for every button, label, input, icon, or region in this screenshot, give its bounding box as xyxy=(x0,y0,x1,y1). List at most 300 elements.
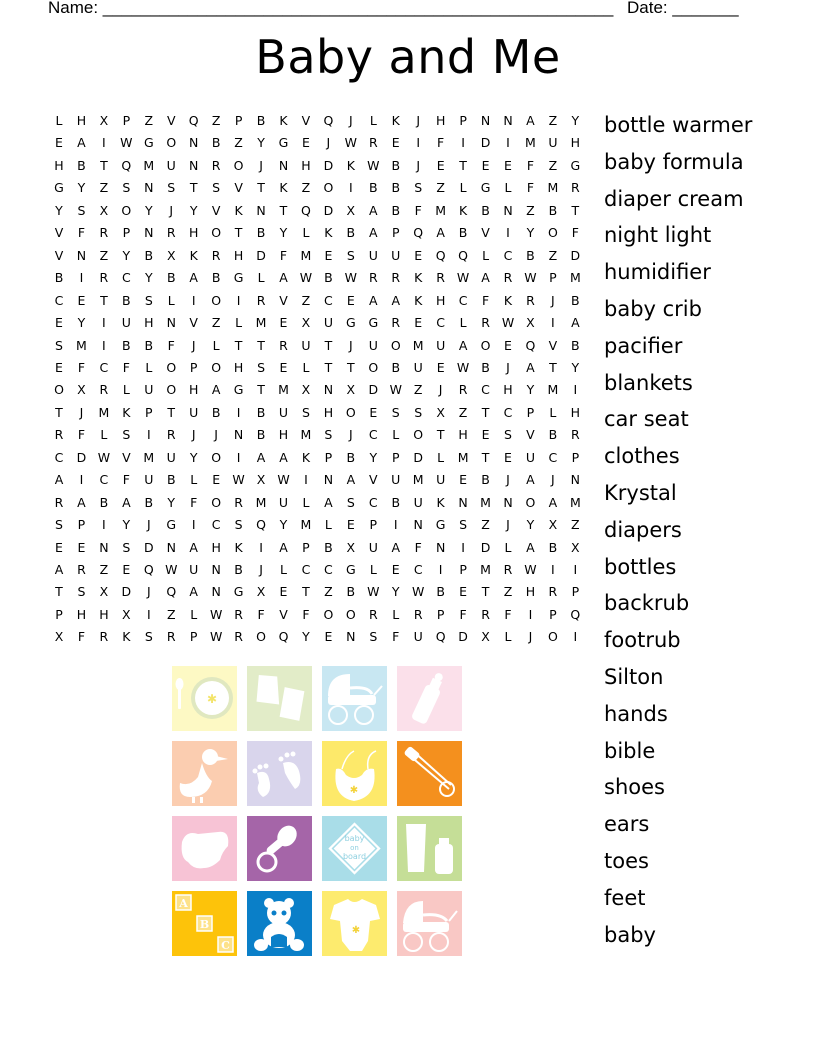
grid-letter[interactable]: Z xyxy=(99,562,109,577)
grid-letter[interactable]: K xyxy=(301,449,311,465)
grid-letter[interactable]: Z xyxy=(548,157,558,173)
grid-letter[interactable]: J xyxy=(416,113,421,128)
grid-letter[interactable]: S xyxy=(301,404,310,420)
grid-letter[interactable]: D xyxy=(121,584,132,600)
grid-letter[interactable]: E xyxy=(324,629,333,645)
grid-letter[interactable]: Y xyxy=(122,247,131,263)
grid-letter[interactable]: H xyxy=(570,135,581,151)
grid-letter[interactable]: N xyxy=(233,427,244,443)
grid-letter[interactable]: A xyxy=(77,135,86,151)
grid-letter[interactable]: H xyxy=(76,606,87,622)
grid-letter[interactable]: U xyxy=(413,494,423,510)
grid-letter[interactable]: D xyxy=(413,449,423,465)
grid-letter[interactable]: Y xyxy=(526,225,535,241)
grid-letter[interactable]: Z xyxy=(481,517,490,533)
grid-letter[interactable]: E xyxy=(436,157,445,173)
grid-letter[interactable]: U xyxy=(144,472,154,488)
grid-letter[interactable]: N xyxy=(503,113,513,128)
grid-letter[interactable]: J xyxy=(191,337,196,353)
grid-letter[interactable]: B xyxy=(211,135,221,151)
grid-letter[interactable]: M xyxy=(480,494,491,510)
grid-letter[interactable]: N xyxy=(99,539,109,555)
grid-letter[interactable]: Z xyxy=(503,584,513,600)
grid-letter[interactable]: O xyxy=(211,449,222,465)
grid-letter[interactable]: O xyxy=(256,629,266,645)
grid-letter[interactable]: N xyxy=(480,113,491,128)
grid-letter[interactable]: E xyxy=(459,472,468,488)
grid-letter[interactable]: R xyxy=(391,270,401,286)
grid-letter[interactable]: O xyxy=(480,337,491,353)
grid-letter[interactable]: N xyxy=(76,247,87,263)
grid-letter[interactable]: I xyxy=(146,606,151,622)
grid-letter[interactable]: T xyxy=(571,202,580,218)
grid-letter[interactable]: E xyxy=(481,427,490,443)
grid-letter[interactable]: N xyxy=(144,180,154,196)
grid-letter[interactable]: A xyxy=(526,359,535,375)
grid-letter[interactable]: B xyxy=(436,584,445,600)
grid-letter[interactable]: K xyxy=(503,292,513,308)
grid-letter[interactable]: I xyxy=(79,270,84,286)
grid-letter[interactable]: Q xyxy=(570,606,581,622)
grid-letter[interactable]: B xyxy=(391,359,401,375)
grid-letter[interactable]: R xyxy=(503,562,513,577)
grid-letter[interactable]: E xyxy=(55,539,63,555)
grid-letter[interactable]: L xyxy=(504,180,512,196)
grid-letter[interactable]: E xyxy=(346,292,355,308)
grid-letter[interactable]: I xyxy=(304,472,308,488)
grid-letter[interactable]: B xyxy=(99,494,109,510)
grid-letter[interactable]: U xyxy=(413,359,423,375)
grid-letter[interactable]: A xyxy=(571,315,580,331)
grid-letter[interactable]: M xyxy=(255,494,267,510)
grid-letter[interactable]: L xyxy=(437,449,445,465)
grid-letter[interactable]: B xyxy=(526,247,535,263)
grid-letter[interactable]: K xyxy=(234,202,243,218)
grid-letter[interactable]: Q xyxy=(435,629,446,645)
grid-letter[interactable]: C xyxy=(413,562,423,577)
grid-letter[interactable]: V xyxy=(481,225,490,241)
grid-letter[interactable]: C xyxy=(436,315,445,331)
grid-letter[interactable]: U xyxy=(436,337,446,353)
grid-letter[interactable]: B xyxy=(166,472,176,488)
grid-letter[interactable]: Y xyxy=(302,629,310,645)
grid-letter[interactable]: U xyxy=(166,157,176,173)
grid-letter[interactable]: E xyxy=(504,449,512,465)
grid-letter[interactable]: L xyxy=(190,472,198,488)
grid-letter[interactable]: S xyxy=(369,629,378,645)
grid-letter[interactable]: H xyxy=(503,382,513,398)
grid-letter[interactable]: R xyxy=(571,427,580,443)
grid-letter[interactable]: K xyxy=(189,247,198,263)
grid-letter[interactable]: E xyxy=(414,247,423,263)
grid-letter[interactable]: N xyxy=(435,539,446,555)
grid-letter[interactable]: F xyxy=(392,629,400,645)
grid-letter[interactable]: S xyxy=(122,539,131,555)
grid-letter[interactable]: K xyxy=(414,270,423,286)
grid-letter[interactable]: F xyxy=(504,606,512,622)
grid-letter[interactable]: Q xyxy=(278,629,289,645)
grid-letter[interactable]: Z xyxy=(571,517,580,533)
grid-letter[interactable]: P xyxy=(459,113,467,128)
grid-letter[interactable]: P xyxy=(459,562,467,577)
grid-letter[interactable]: A xyxy=(526,113,535,128)
grid-letter[interactable]: H xyxy=(435,292,446,308)
grid-letter[interactable]: O xyxy=(166,135,177,151)
grid-letter[interactable]: O xyxy=(166,382,177,398)
grid-letter[interactable]: T xyxy=(279,202,288,218)
grid-letter[interactable]: G xyxy=(570,157,581,173)
grid-letter[interactable]: C xyxy=(54,449,64,465)
grid-letter[interactable]: W xyxy=(165,562,178,577)
grid-letter[interactable]: X xyxy=(346,539,356,555)
grid-letter[interactable]: U xyxy=(391,247,401,263)
grid-letter[interactable]: Z xyxy=(211,315,221,331)
grid-letter[interactable]: I xyxy=(528,606,533,622)
grid-letter[interactable]: I xyxy=(438,562,443,577)
grid-letter[interactable]: M xyxy=(143,157,155,173)
grid-letter[interactable]: R xyxy=(166,225,176,241)
grid-letter[interactable]: J xyxy=(506,517,510,533)
grid-letter[interactable]: Y xyxy=(77,315,86,331)
grid-letter[interactable]: U xyxy=(323,315,333,331)
grid-letter[interactable]: N xyxy=(570,472,581,488)
grid-letter[interactable]: C xyxy=(503,247,513,263)
grid-letter[interactable]: P xyxy=(571,449,580,465)
grid-letter[interactable]: G xyxy=(233,382,244,398)
grid-letter[interactable]: K xyxy=(346,157,355,173)
grid-letter[interactable]: B xyxy=(548,202,558,218)
grid-letter[interactable]: B xyxy=(346,584,356,600)
grid-letter[interactable]: F xyxy=(414,539,422,555)
grid-letter[interactable]: G xyxy=(278,135,289,151)
grid-letter[interactable]: S xyxy=(77,584,86,600)
grid-letter[interactable]: E xyxy=(504,157,512,173)
grid-letter[interactable]: R xyxy=(368,270,378,286)
grid-letter[interactable]: X xyxy=(122,606,131,622)
grid-letter[interactable]: S xyxy=(55,517,63,533)
grid-letter[interactable]: H xyxy=(188,382,199,398)
grid-letter[interactable]: Q xyxy=(413,225,424,241)
grid-letter[interactable]: W xyxy=(232,472,245,488)
grid-letter[interactable]: J xyxy=(214,427,218,443)
grid-letter[interactable]: L xyxy=(190,606,198,622)
grid-letter[interactable]: O xyxy=(390,337,401,353)
grid-letter[interactable]: B xyxy=(211,270,221,286)
grid-letter[interactable]: U xyxy=(525,449,536,465)
grid-letter[interactable]: F xyxy=(77,225,86,241)
grid-letter[interactable]: E xyxy=(77,292,86,308)
grid-letter[interactable]: Q xyxy=(435,247,446,263)
grid-letter[interactable]: H xyxy=(76,113,87,128)
grid-letter[interactable]: V xyxy=(54,225,64,241)
grid-letter[interactable]: R xyxy=(548,584,558,600)
grid-letter[interactable]: S xyxy=(346,247,355,263)
grid-letter[interactable]: H xyxy=(233,247,244,263)
grid-letter[interactable]: E xyxy=(436,359,445,375)
grid-letter[interactable]: L xyxy=(392,427,400,443)
grid-letter[interactable]: A xyxy=(54,472,64,488)
grid-letter[interactable]: H xyxy=(99,606,109,622)
grid-letter[interactable]: H xyxy=(233,359,244,375)
grid-letter[interactable]: A xyxy=(548,494,558,510)
grid-letter[interactable]: N xyxy=(503,494,513,510)
grid-letter[interactable]: S xyxy=(391,404,400,420)
grid-letter[interactable]: S xyxy=(122,180,131,196)
grid-letter[interactable]: R xyxy=(234,606,243,622)
grid-letter[interactable]: A xyxy=(189,270,198,286)
grid-letter[interactable]: L xyxy=(212,337,220,353)
grid-letter[interactable]: J xyxy=(551,472,555,488)
grid-letter[interactable]: I xyxy=(506,225,510,241)
grid-letter[interactable]: J xyxy=(349,427,353,443)
grid-letter[interactable]: N xyxy=(278,157,289,173)
grid-letter[interactable]: T xyxy=(234,337,243,353)
grid-letter[interactable]: F xyxy=(190,494,198,510)
grid-letter[interactable]: Z xyxy=(211,113,221,128)
grid-letter[interactable]: A xyxy=(279,449,288,465)
grid-letter[interactable]: H xyxy=(525,584,536,600)
grid-letter[interactable]: K xyxy=(122,629,131,645)
grid-letter[interactable]: V xyxy=(548,337,558,353)
grid-letter[interactable]: R xyxy=(234,494,243,510)
grid-letter[interactable]: F xyxy=(526,180,535,196)
grid-letter[interactable]: E xyxy=(369,404,378,420)
grid-letter[interactable]: I xyxy=(191,517,196,533)
grid-letter[interactable]: I xyxy=(551,315,555,331)
grid-letter[interactable]: F xyxy=(279,247,288,263)
grid-letter[interactable]: B xyxy=(481,472,490,488)
grid-letter[interactable]: S xyxy=(212,180,221,196)
grid-letter[interactable]: N xyxy=(256,202,266,218)
grid-letter[interactable]: V xyxy=(166,113,176,128)
grid-letter[interactable]: F xyxy=(77,629,86,645)
grid-letter[interactable]: V xyxy=(189,315,198,331)
grid-letter[interactable]: I xyxy=(573,629,578,645)
grid-letter[interactable]: E xyxy=(391,135,400,151)
grid-letter[interactable]: Y xyxy=(144,270,153,286)
grid-letter[interactable]: T xyxy=(481,404,490,420)
grid-letter[interactable]: B xyxy=(77,157,86,173)
grid-letter[interactable]: Q xyxy=(525,337,536,353)
grid-letter[interactable]: R xyxy=(413,606,423,622)
grid-letter[interactable]: N xyxy=(211,562,221,577)
grid-letter[interactable]: S xyxy=(234,517,243,533)
grid-letter[interactable]: B xyxy=(346,225,356,241)
grid-letter[interactable]: O xyxy=(547,225,558,241)
grid-letter[interactable]: B xyxy=(391,180,401,196)
grid-letter[interactable]: W xyxy=(209,629,223,645)
grid-letter[interactable]: T xyxy=(257,337,265,353)
grid-letter[interactable]: R xyxy=(368,606,378,622)
grid-letter[interactable]: M xyxy=(435,202,447,218)
grid-letter[interactable]: E xyxy=(504,337,512,353)
grid-letter[interactable]: G xyxy=(435,517,446,533)
grid-letter[interactable]: M xyxy=(76,337,87,353)
grid-letter[interactable]: S xyxy=(504,427,512,443)
grid-letter[interactable]: R xyxy=(391,315,401,331)
grid-letter[interactable]: S xyxy=(167,180,176,196)
grid-letter[interactable]: G xyxy=(143,135,154,151)
grid-letter[interactable]: Y xyxy=(55,202,63,218)
grid-letter[interactable]: P xyxy=(77,517,86,533)
grid-letter[interactable]: F xyxy=(526,157,535,173)
grid-letter[interactable]: Q xyxy=(121,157,132,173)
grid-letter[interactable]: A xyxy=(279,270,288,286)
grid-letter[interactable]: L xyxy=(100,427,108,443)
grid-letter[interactable]: A xyxy=(77,494,86,510)
grid-letter[interactable]: Z xyxy=(144,113,154,128)
grid-letter[interactable]: J xyxy=(146,517,151,533)
grid-letter[interactable]: W xyxy=(456,270,470,286)
grid-letter[interactable]: B xyxy=(458,225,468,241)
grid-letter[interactable]: E xyxy=(212,472,221,488)
grid-letter[interactable]: B xyxy=(54,270,64,286)
grid-letter[interactable]: H xyxy=(211,539,221,555)
grid-letter[interactable]: L xyxy=(482,247,490,263)
grid-letter[interactable]: S xyxy=(144,292,153,308)
grid-letter[interactable]: K xyxy=(324,225,333,241)
grid-letter[interactable]: S xyxy=(55,337,63,353)
grid-letter[interactable]: P xyxy=(549,606,557,622)
grid-letter[interactable]: A xyxy=(122,494,131,510)
grid-letter[interactable]: A xyxy=(526,539,535,555)
grid-letter[interactable]: G xyxy=(233,584,244,600)
grid-letter[interactable]: F xyxy=(122,359,130,375)
grid-letter[interactable]: D xyxy=(323,202,334,218)
grid-letter[interactable]: N xyxy=(323,382,334,398)
grid-letter[interactable]: X xyxy=(526,315,535,331)
grid-letter[interactable]: X xyxy=(571,539,580,555)
grid-letter[interactable]: H xyxy=(188,225,199,241)
grid-letter[interactable]: J xyxy=(259,562,263,577)
grid-letter[interactable]: I xyxy=(102,517,106,533)
grid-letter[interactable]: N xyxy=(166,315,176,331)
grid-letter[interactable]: O xyxy=(211,494,222,510)
grid-letter[interactable]: P xyxy=(234,113,243,128)
grid-letter[interactable]: K xyxy=(279,180,288,196)
grid-letter[interactable]: W xyxy=(344,135,358,151)
grid-letter[interactable]: S xyxy=(414,404,423,420)
grid-letter[interactable]: A xyxy=(369,202,378,218)
grid-letter[interactable]: B xyxy=(548,539,558,555)
grid-letter[interactable]: O xyxy=(211,225,222,241)
grid-letter[interactable]: W xyxy=(344,270,358,286)
grid-letter[interactable]: V xyxy=(234,180,243,196)
grid-letter[interactable]: U xyxy=(413,629,423,645)
grid-letter[interactable]: B xyxy=(481,202,490,218)
grid-letter[interactable]: J xyxy=(506,359,510,375)
grid-letter[interactable]: A xyxy=(458,337,468,353)
grid-letter[interactable]: E xyxy=(301,135,310,151)
grid-letter[interactable]: B xyxy=(122,337,131,353)
grid-letter[interactable]: R xyxy=(211,157,221,173)
grid-letter[interactable]: K xyxy=(234,539,243,555)
grid-letter[interactable]: J xyxy=(551,292,555,308)
grid-letter[interactable]: U xyxy=(368,337,378,353)
grid-letter[interactable]: P xyxy=(436,606,445,622)
grid-letter[interactable]: E xyxy=(391,562,400,577)
grid-letter[interactable]: L xyxy=(549,404,557,420)
grid-letter[interactable]: R xyxy=(481,315,490,331)
grid-letter[interactable]: A xyxy=(54,562,64,577)
grid-letter[interactable]: M xyxy=(547,382,559,398)
grid-letter[interactable]: P xyxy=(302,539,310,555)
grid-letter[interactable]: Z xyxy=(548,247,558,263)
grid-letter[interactable]: B xyxy=(548,427,558,443)
grid-letter[interactable]: X xyxy=(436,404,445,420)
grid-letter[interactable]: T xyxy=(167,404,176,420)
grid-letter[interactable]: R xyxy=(99,270,109,286)
grid-letter[interactable]: Z xyxy=(234,135,243,151)
grid-letter[interactable]: M xyxy=(569,270,581,286)
grid-letter[interactable]: T xyxy=(189,180,198,196)
grid-letter[interactable]: B xyxy=(122,292,131,308)
grid-letter[interactable]: C xyxy=(99,472,109,488)
grid-letter[interactable]: R xyxy=(211,247,221,263)
grid-letter[interactable]: Q xyxy=(166,584,177,600)
grid-letter[interactable]: O xyxy=(547,629,558,645)
grid-letter[interactable]: Y xyxy=(526,517,535,533)
grid-letter[interactable]: B xyxy=(481,359,490,375)
grid-letter[interactable]: I xyxy=(146,427,151,443)
grid-letter[interactable]: M xyxy=(525,135,536,151)
grid-letter[interactable]: F xyxy=(459,606,467,622)
grid-letter[interactable]: P xyxy=(369,517,378,533)
grid-letter[interactable]: Y xyxy=(167,494,176,510)
grid-letter[interactable]: C xyxy=(368,494,378,510)
grid-letter[interactable]: W xyxy=(209,606,223,622)
grid-letter[interactable]: R xyxy=(368,135,378,151)
grid-letter[interactable]: Y xyxy=(571,359,580,375)
grid-letter[interactable]: J xyxy=(259,157,263,173)
grid-letter[interactable]: J xyxy=(79,404,84,420)
grid-letter[interactable]: L xyxy=(459,180,467,196)
grid-letter[interactable]: R xyxy=(77,562,86,577)
grid-letter[interactable]: Q xyxy=(143,562,154,577)
grid-letter[interactable]: G xyxy=(480,180,491,196)
grid-letter[interactable]: N xyxy=(458,494,468,510)
grid-letter[interactable]: T xyxy=(481,449,490,465)
grid-letter[interactable]: M xyxy=(255,315,267,331)
grid-letter[interactable]: R xyxy=(99,629,109,645)
grid-letter[interactable]: L xyxy=(257,270,265,286)
grid-letter[interactable]: U xyxy=(189,562,199,577)
grid-letter[interactable]: P xyxy=(526,404,535,420)
grid-letter[interactable]: P xyxy=(122,225,131,241)
grid-letter[interactable]: T xyxy=(55,404,63,420)
grid-letter[interactable]: Z xyxy=(436,180,445,196)
grid-letter[interactable]: K xyxy=(458,202,468,218)
grid-letter[interactable]: S xyxy=(459,517,468,533)
grid-letter[interactable]: Q xyxy=(188,113,199,128)
grid-letter[interactable]: H xyxy=(458,427,468,443)
grid-letter[interactable]: J xyxy=(146,584,151,600)
grid-letter[interactable]: D xyxy=(480,135,491,151)
grid-letter[interactable]: O xyxy=(54,382,64,398)
grid-letter[interactable]: L xyxy=(392,606,400,622)
grid-letter[interactable]: L xyxy=(369,113,377,128)
grid-letter[interactable]: W xyxy=(367,157,380,173)
grid-letter[interactable]: N xyxy=(346,629,356,645)
grid-letter[interactable]: C xyxy=(301,562,311,577)
grid-letter[interactable]: N xyxy=(323,472,334,488)
grid-letter[interactable]: I xyxy=(236,449,241,465)
grid-letter[interactable]: D xyxy=(143,539,154,555)
grid-letter[interactable]: E xyxy=(55,315,63,331)
grid-letter[interactable]: G xyxy=(346,562,356,577)
grid-letter[interactable]: C xyxy=(54,292,64,308)
grid-letter[interactable]: R xyxy=(481,606,490,622)
